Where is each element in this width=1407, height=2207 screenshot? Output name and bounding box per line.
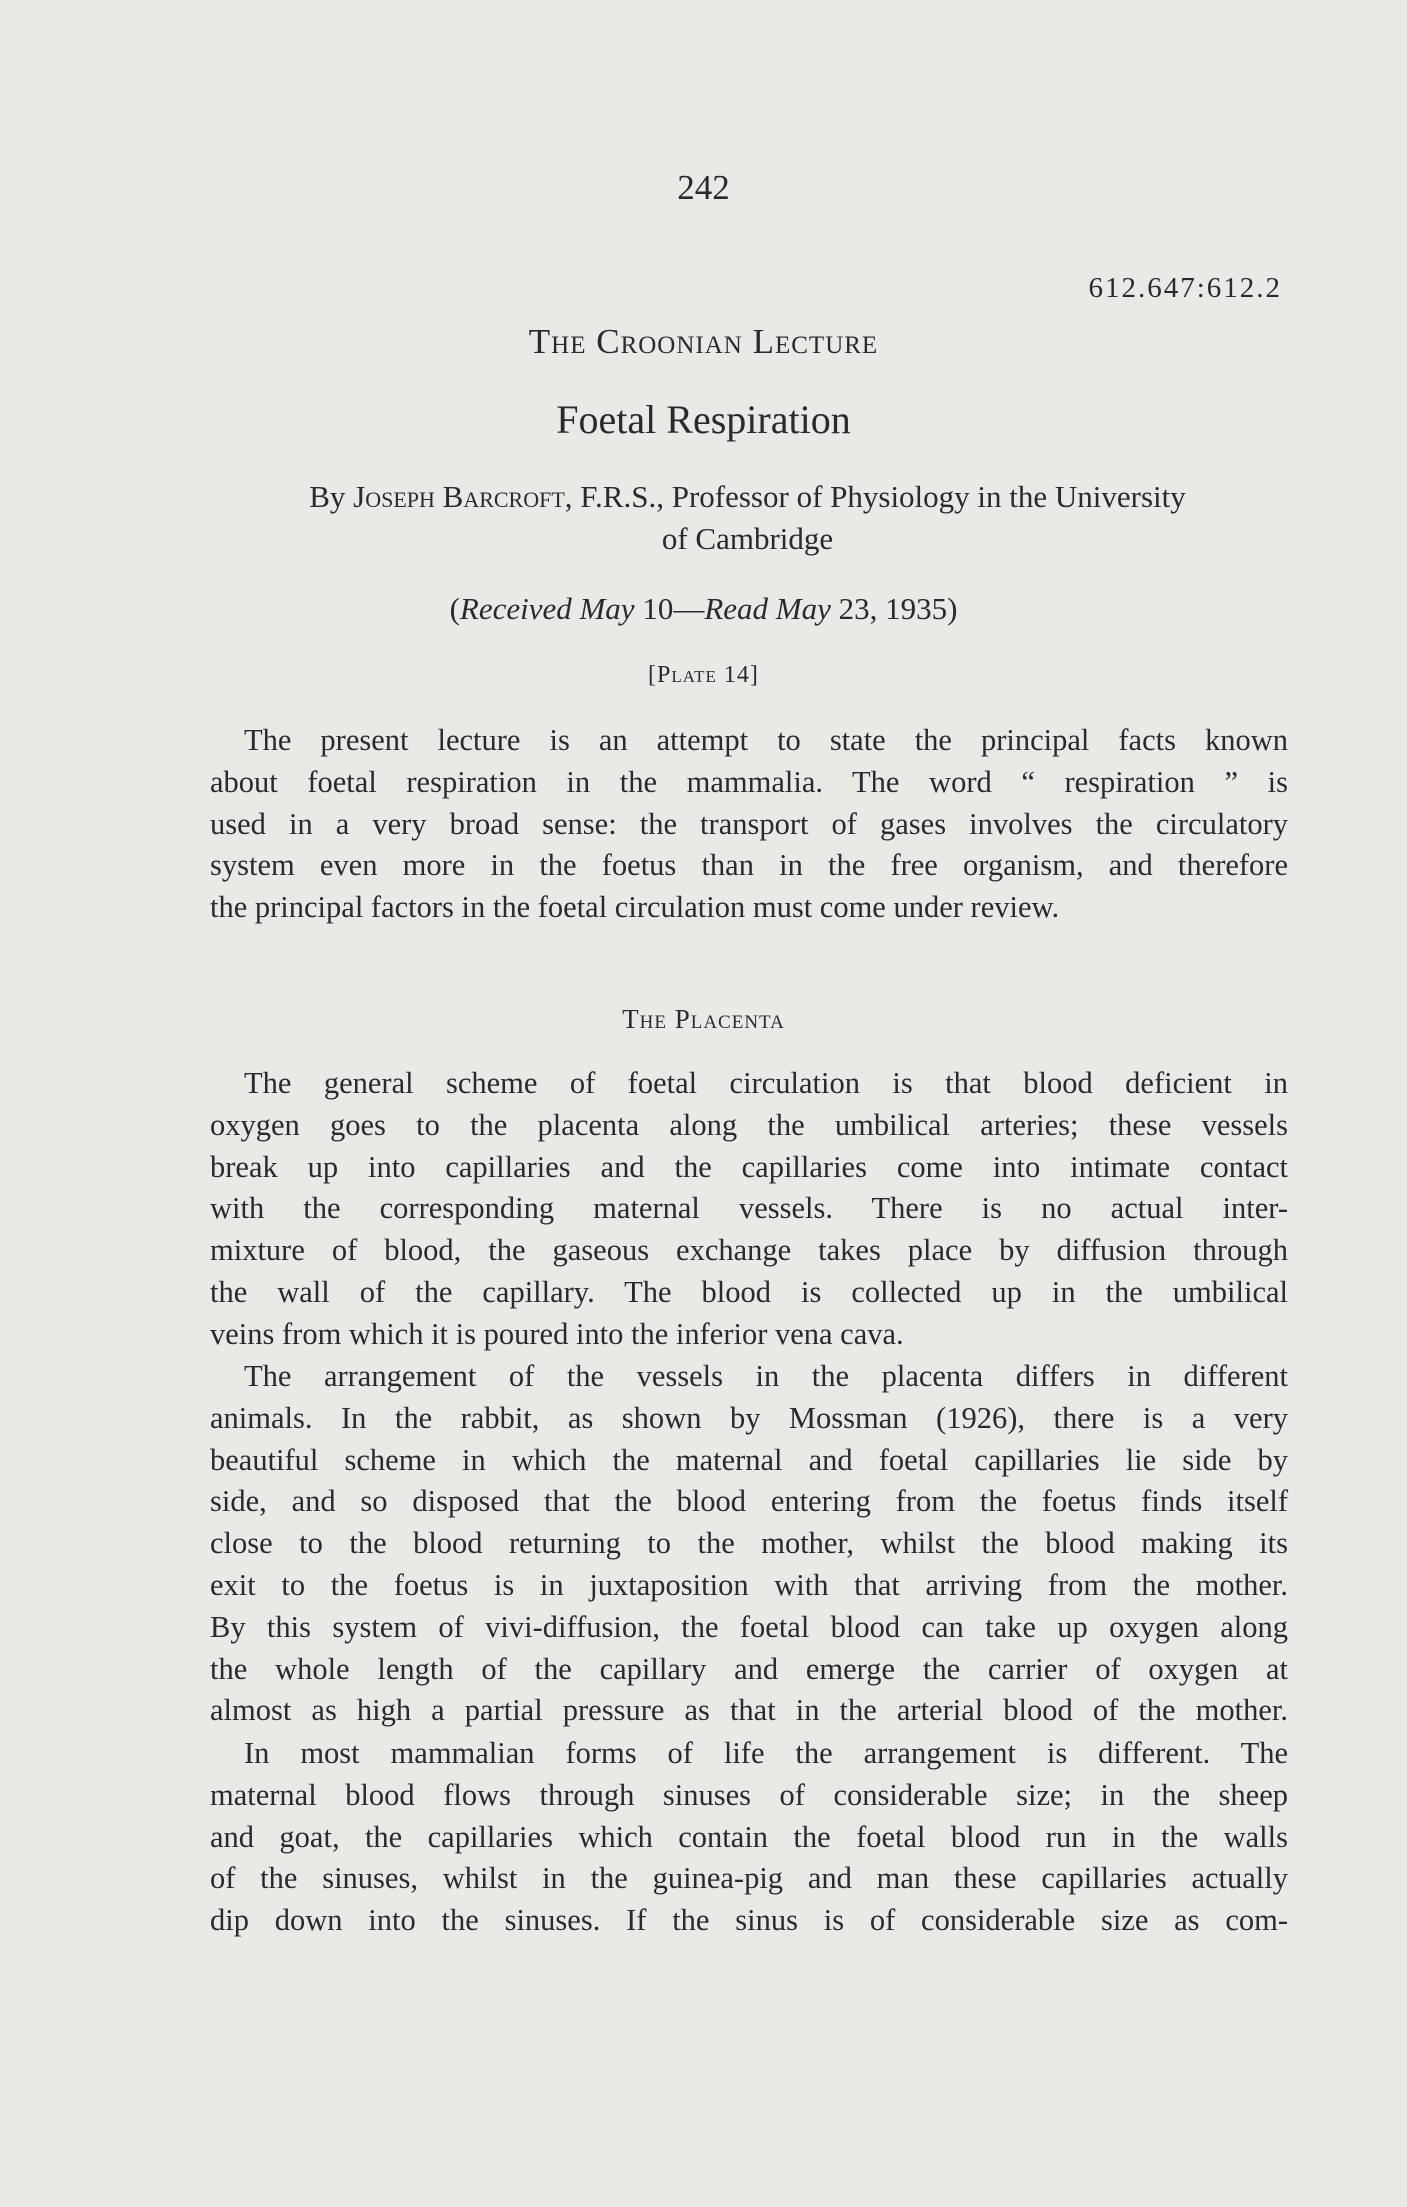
page-number: 242: [677, 168, 730, 207]
body-paragraph-3: [210, 1733, 1288, 1942]
received-label: Received May: [459, 591, 635, 626]
body-line: mixture of blood, the gaseous exchange takes place by diffusion through: [210, 1233, 1288, 1268]
body-line: the wall of the capillary. The blood is collected up in the umbilical: [210, 1274, 1288, 1309]
author-affiliation-cont: of Cambridge: [661, 521, 834, 556]
body-line: of the sinuses, whilst in the guinea-pig and man these capillaries actually: [210, 1861, 1288, 1896]
abstract-line: about foetal respiration in the mammalia. The word “ respiration ” is: [210, 764, 1288, 799]
body-line: veins from which it is poured into the inferior vena cava.: [210, 1316, 904, 1351]
read-date: 23, 1935): [830, 591, 958, 626]
abstract-paragraph: [210, 720, 1288, 929]
body-line: beautiful scheme in which the maternal and foetal capillaries lie side by: [210, 1442, 1288, 1477]
body-paragraph-2: [210, 1356, 1288, 1732]
body-line: animals. In the rabbit, as shown by Mossman (1926), there is a very: [210, 1400, 1288, 1435]
body-line: By this system of vivi-diffusion, the foetal blood can take up oxygen along: [210, 1609, 1288, 1644]
read-label: Read May: [704, 591, 831, 626]
body-paragraph-1: [210, 1063, 1288, 1356]
body-line: close to the blood returning to the mother, whilst the blood making its: [210, 1526, 1288, 1561]
body-line: maternal blood flows through sinuses of considerable size; in the sheep: [210, 1777, 1288, 1812]
lecture-heading: The Croonian Lecture: [528, 322, 879, 361]
body-line: almost as high a partial pressure as that in the arterial blood of the mother.: [210, 1693, 1288, 1728]
body-line: dip down into the sinuses. If the sinus is of considerable size as com-: [210, 1903, 1288, 1938]
body-line: with the corresponding maternal vessels. There is no actual inter-: [210, 1191, 1288, 1226]
author-affiliation: , F.R.S., Professor of Physiology in the University: [564, 479, 1186, 514]
abstract-line: the principal factors in the foetal circulation must come under review.: [210, 890, 1060, 925]
body-line: side, and so disposed that the blood entering from the foetus finds itself: [210, 1484, 1288, 1519]
body-line: The arrangement of the vessels in the placenta differs in different: [244, 1359, 1288, 1393]
abstract-line: system even more in the foetus than in the free organism, and therefore: [210, 848, 1288, 883]
author-name: Joseph Barcroft: [353, 479, 565, 514]
received-open: (: [449, 591, 460, 626]
abstract-line: The present lecture is an attempt to state the principal facts known: [244, 723, 1288, 757]
body-line: oxygen goes to the placenta along the umbilical arteries; these vessels: [210, 1107, 1288, 1142]
author-prefix: By: [309, 479, 354, 514]
udc-classification: 612.647:612.2: [1088, 272, 1282, 304]
plate-reference: [Plate 14]: [648, 662, 759, 688]
paper-title: Foetal Respiration: [556, 397, 851, 442]
body-line: the whole length of the capillary and emerge the carrier of oxygen at: [210, 1651, 1288, 1686]
body-line: exit to the foetus is in juxtaposition with that arriving from the mother.: [210, 1567, 1288, 1602]
abstract-line: used in a very broad sense: the transport of gases involves the circulatory: [210, 806, 1288, 841]
received-dates: [0, 591, 1407, 627]
author-block: [210, 476, 1285, 560]
body-line: and goat, the capillaries which contain the foetal blood run in the walls: [210, 1819, 1288, 1854]
section-heading: The Placenta: [622, 1004, 785, 1034]
body-line: break up into capillaries and the capillaries come into intimate contact: [210, 1149, 1288, 1184]
body-line: In most mammalian forms of life the arrangement is different. The: [244, 1736, 1288, 1770]
received-date: 10—: [634, 591, 705, 626]
body-line: The general scheme of foetal circulation is that blood deficient in: [244, 1066, 1288, 1100]
